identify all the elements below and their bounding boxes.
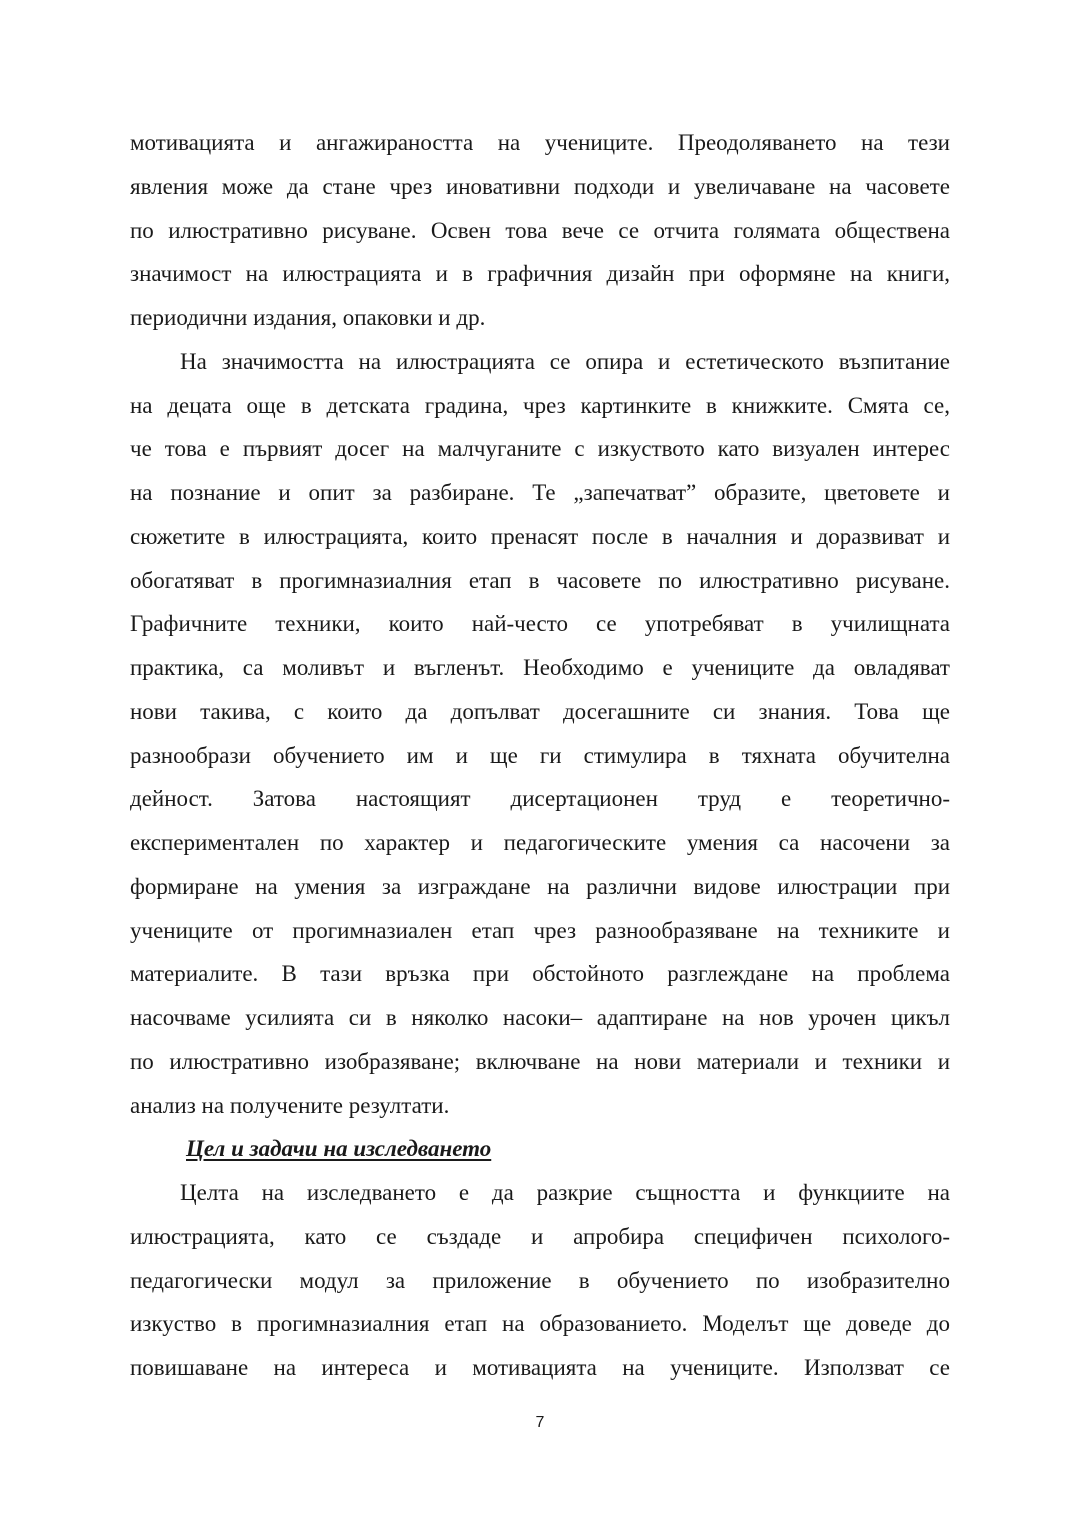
section-heading [130, 1127, 950, 1171]
text-line: сюжетите в илюстрацията, които пренасят после в началния и доразвиват и [130, 523, 950, 549]
text-line: материалите. В тази връзка при обстойното разглеждане на проблема [130, 961, 950, 987]
text-line: експериментален по характер и педагогическите умения са насочени за [130, 830, 950, 855]
document-body [130, 121, 950, 1390]
text-line: насочваме усилията си в няколко насоки– адаптиране на нов урочен цикъл [130, 1005, 950, 1030]
text-line: че това е първият досег на малчуганите с изкуството като визуален интерес [130, 436, 950, 462]
text-line: мотивацията и ангажираността на учениците. Преодоляването на тези [130, 130, 950, 155]
page-number: 7 [535, 1414, 545, 1431]
text-line: Графичните техники, които най-често се употребяват в училищната [130, 611, 950, 637]
paragraph [130, 121, 950, 340]
text-line: дейност. Затова настоящият дисертационен труд е теоретично- [130, 786, 950, 812]
text-line: значимост на илюстрацията и в графичния дизайн при оформяне на книги, [130, 261, 950, 287]
text-line: нови такива, с които да допълват досегашните си знания. Това ще [130, 698, 950, 724]
text-line: на децата още в детската градина, чрез картинките в книжките. Смята се, [130, 392, 950, 418]
text-line: по илюстративно рисуване. Освен това вече се отчита голямата обществена [130, 217, 950, 243]
text-line: изкуство в прогимназиалния етап на образованието. Моделът ще доведе до [130, 1311, 950, 1337]
section-heading-text: Цел и задачи на изследването [186, 1136, 492, 1162]
text-line: На значимостта на илюстрацията се опира и естетическото възпитание [180, 348, 950, 374]
text-line: периодични издания, опаковки и др. [130, 305, 486, 330]
text-line: учениците от прогимназиален етап чрез разнообразяване на техниките и [130, 917, 950, 943]
text-line: анализ на получените резултати. [130, 1092, 450, 1118]
text-line: разнообрази обучението им и ще ги стимулира в тяхната обучителна [130, 742, 950, 768]
text-line: Целта на изследването е да разкрие същността и функциите на [180, 1180, 950, 1205]
text-line: по илюстративно изобразяване; включване на нови материали и техники и [130, 1048, 950, 1074]
text-line: повишаване на интереса и мотивацията на учениците. Използват се [130, 1355, 950, 1380]
text-line: на познание и опит за разбиране. Те „запечатват” образите, цветовете и [130, 480, 950, 505]
text-line: обогатяват в прогимназиалния етап в часовете по илюстративно рисуване. [130, 567, 950, 593]
text-line: илюстрацията, като се създаде и апробира специфичен психолого- [130, 1223, 950, 1249]
text-line: практика, са моливът и въгленът. Необходимо е учениците да овладяват [130, 655, 950, 680]
text-line: формиране на умения за изграждане на различни видове илюстрации при [130, 873, 950, 899]
paragraph [130, 1171, 950, 1390]
text-line: педагогически модул за приложение в обучението по изобразително [130, 1267, 950, 1293]
text-line: явления може да стане чрез иновативни подходи и увеличаване на часовете [130, 173, 950, 199]
paragraph [130, 340, 950, 1128]
